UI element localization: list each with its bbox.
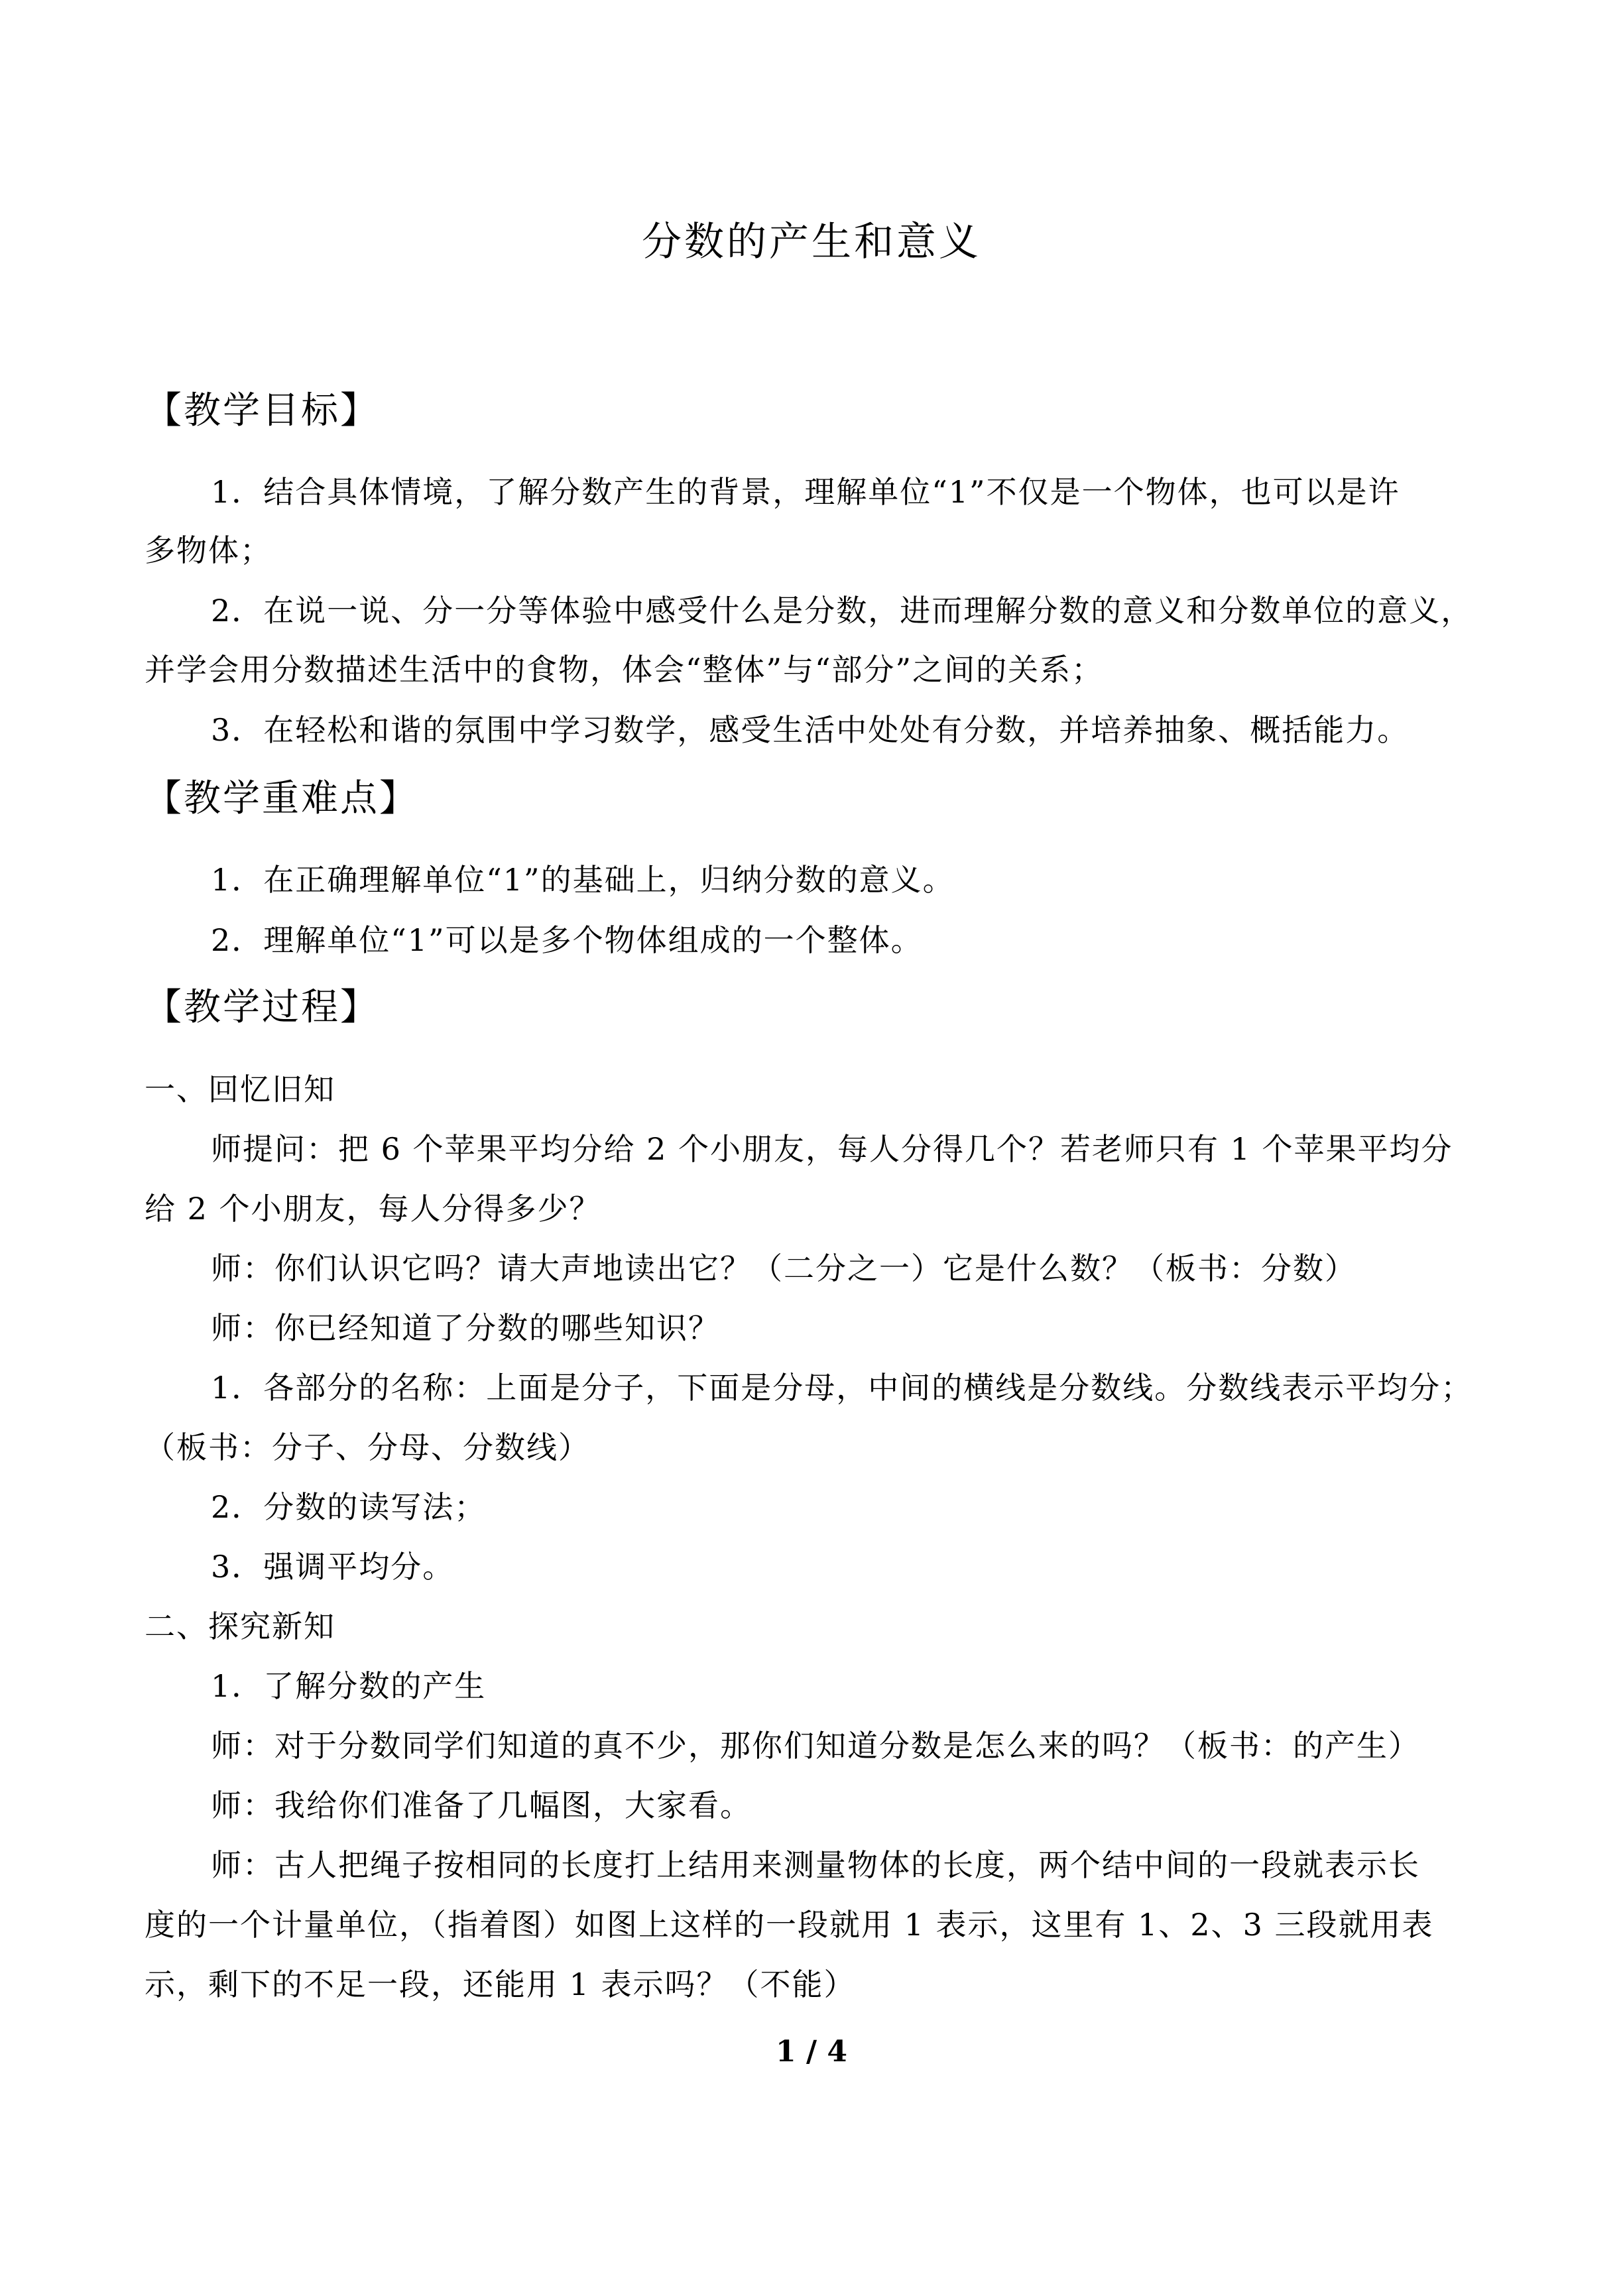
objectives-line-4: 并学会用分数描述生活中的食物，体会“整体”与“部分”之间的关系； bbox=[145, 652, 1104, 688]
process-line-7: 2．分数的读写法； bbox=[211, 1489, 487, 1525]
process-line-3: 师：你们认识它吗？请大声地读出它？（二分之一）它是什么数？（板书：分数） bbox=[211, 1250, 1356, 1286]
process-heading: 【教学过程】 bbox=[145, 986, 379, 1029]
process-line-8: 3．强调平均分。 bbox=[211, 1549, 455, 1585]
process-line-4: 师：你已经知道了分数的哪些知识？ bbox=[211, 1310, 720, 1346]
process-subheading-1: 一、回忆旧知 bbox=[145, 1071, 335, 1107]
objectives-line-1: 1．结合具体情境，了解分数产生的背景，理解单位“1”不仅是一个物体，也可以是许 bbox=[211, 474, 1400, 510]
key-points-line-1: 1．在正确理解单位“1”的基础上，归纳分数的意义。 bbox=[211, 862, 955, 898]
process-line-1: 师提问：把 6 个苹果平均分给 2 个小朋友，每人分得几个？若老师只有 1 个苹果平均分 bbox=[211, 1131, 1453, 1167]
page-title: 分数的产生和意义 bbox=[642, 219, 981, 265]
process-line-6: （板书：分子、分母、分数线） bbox=[145, 1429, 590, 1465]
key-points-line-2: 2．理解单位“1”可以是多个物体组成的一个整体。 bbox=[211, 922, 923, 958]
process-line-12: 师：古人把绳子按相同的长度打上结用来测量物体的长度，两个结中间的一段就表示长 bbox=[211, 1847, 1420, 1883]
objectives-line-5: 3．在轻松和谐的氛围中学习数学，感受生活中处处有分数，并培养抽象、概括能力。 bbox=[211, 712, 1410, 748]
process-line-9: 1．了解分数的产生 bbox=[211, 1668, 487, 1704]
objectives-line-3: 2．在说一说、分一分等体验中感受什么是分数，进而理解分数的意义和分数单位的意义， bbox=[211, 593, 1473, 629]
objectives-line-2: 多物体； bbox=[145, 532, 272, 568]
process-subheading-2: 二、探究新知 bbox=[145, 1608, 335, 1644]
objectives-heading: 【教学目标】 bbox=[145, 389, 379, 432]
process-line-10: 师：对于分数同学们知道的真不少，那你们知道分数是怎么来的吗？（板书：的产生） bbox=[211, 1728, 1420, 1764]
process-line-14: 示，剩下的不足一段，还能用 1 表示吗？（不能） bbox=[145, 1966, 856, 2002]
process-line-2: 给 2 个小朋友，每人分得多少？ bbox=[145, 1191, 601, 1227]
key-points-heading: 【教学重难点】 bbox=[145, 777, 418, 820]
process-line-13: 度的一个计量单位，（指着图）如图上这样的一段就用 1 表示，这里有 1、2、3 三段就用表 bbox=[145, 1907, 1434, 1943]
process-line-11: 师：我给你们准备了几幅图，大家看。 bbox=[211, 1787, 752, 1823]
page-number: 1 / 4 bbox=[776, 2035, 847, 2069]
process-line-5: 1．各部分的名称：上面是分子，下面是分母，中间的横线是分数线。分数线表示平均分； bbox=[211, 1370, 1473, 1406]
